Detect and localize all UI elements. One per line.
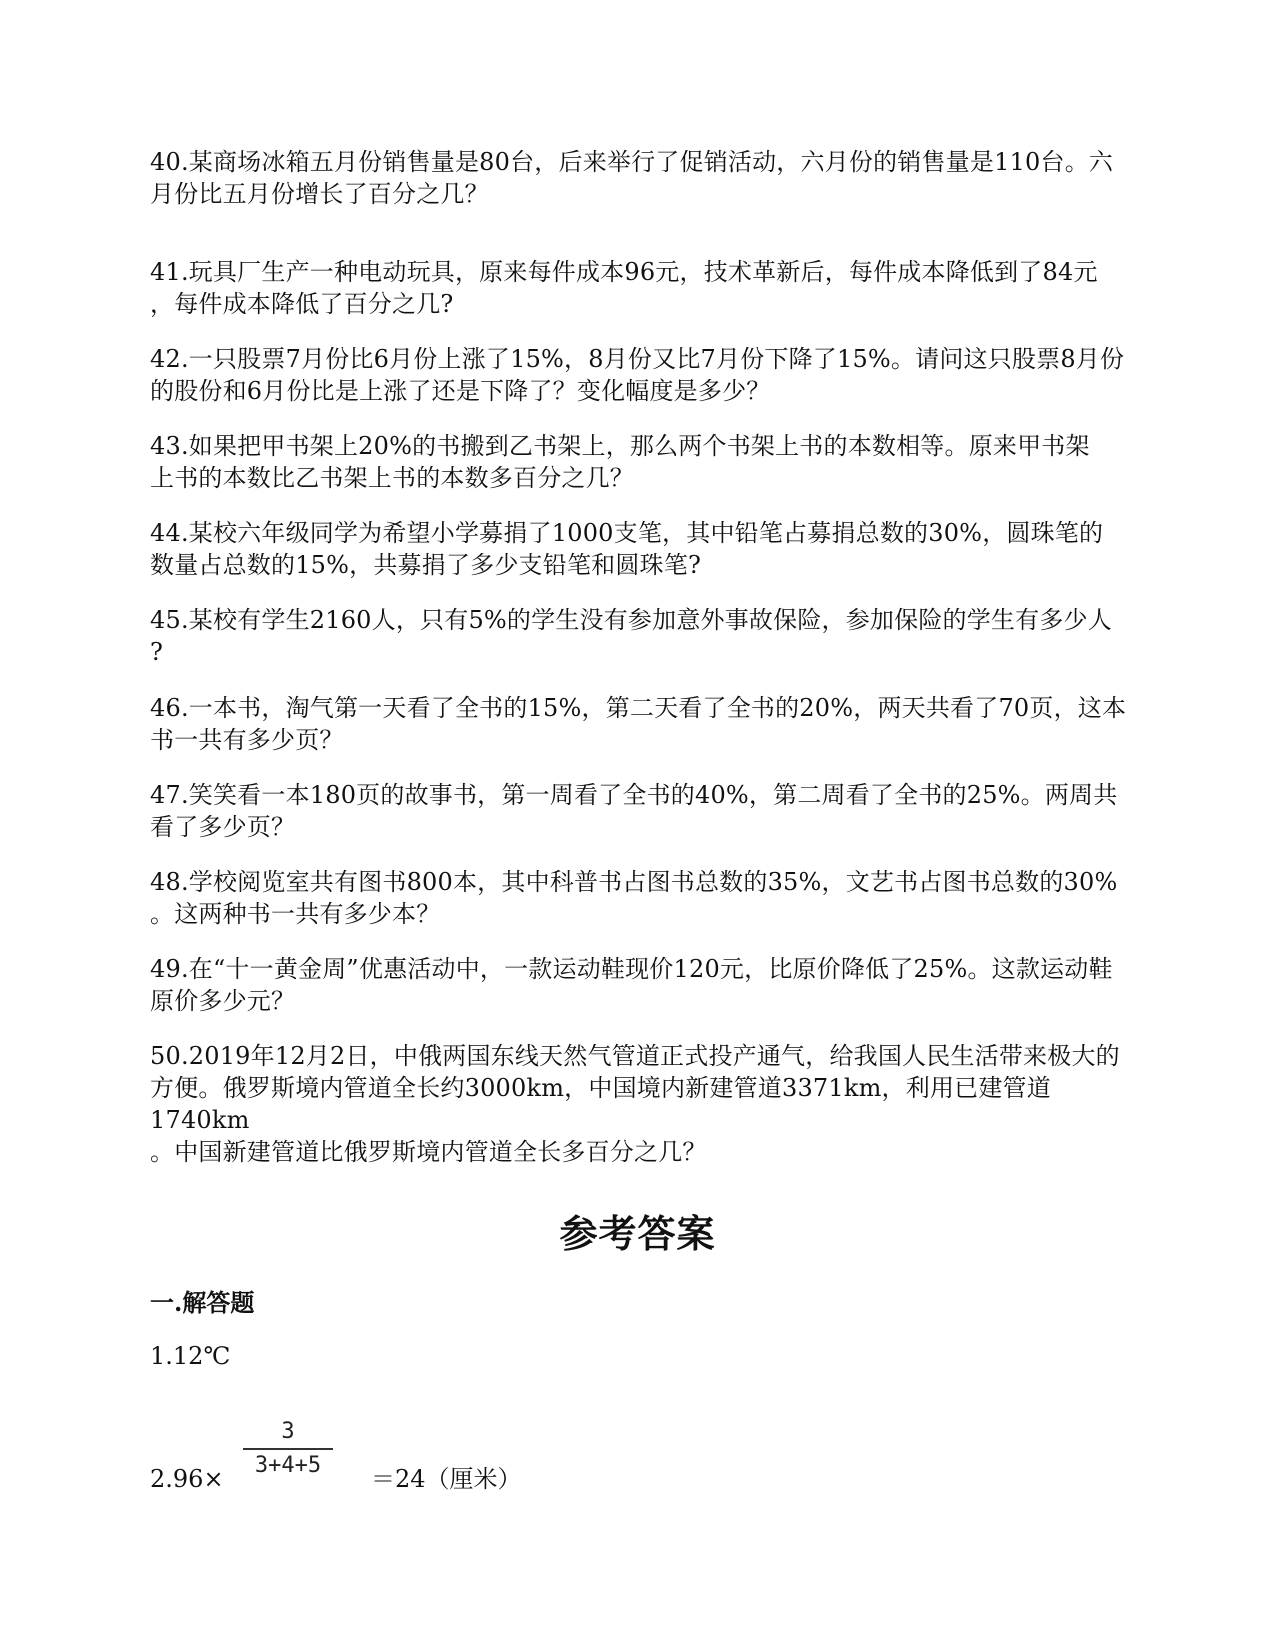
question-49-line-1: 49.在“十一黄金周”优惠活动中，一款运动鞋现价120元，比原价降低了25%。这款运动鞋 (150, 955, 1113, 983)
fraction-numerator: 3 (281, 1419, 295, 1444)
question-49 (150, 953, 1130, 1017)
question-49-line-2: 原价多少元？ (150, 987, 296, 1015)
answer-1: 1.12℃ (150, 1342, 231, 1370)
question-43-line-1: 43.如果把甲书架上20%的书搬到乙书架上，那么两个书架上书的本数相等。原来甲书架 (150, 432, 1090, 460)
question-45 (150, 604, 1130, 668)
fraction-bar (243, 1448, 333, 1450)
question-46-line-2: 书一共有多少页？ (150, 726, 344, 754)
answers-title: 参考答案 (559, 1211, 716, 1256)
question-44-line-2: 数量占总数的15%，共募捐了多少支铅笔和圆珠笔? (150, 551, 702, 579)
question-42-line-2: 的股份和6月份比是上涨了还是下降了？变化幅度是多少？ (150, 377, 771, 405)
question-41-line-2: ，每件成本降低了百分之几? (150, 290, 454, 318)
fraction-denominator: 3+4+5 (254, 1453, 322, 1478)
question-40-line-2: 月份比五月份增长了百分之几？ (150, 180, 489, 208)
question-40 (150, 146, 1130, 210)
question-50-line-2: 方便。俄罗斯境内管道全长约3000km，中国境内新建管道3371km，利用已建管道1740km (150, 1074, 1051, 1134)
question-41-line-1: 41.玩具厂生产一种电动玩具，原来每件成本96元，技术革新后，每件成本降低到了84元 (150, 258, 1098, 286)
question-42-line-1: 42.一只股票7月份比6月份上涨了15%，8月份又比7月份下降了15%。请问这只股票8月份 (150, 345, 1125, 373)
answer-2-prefix: 2.96× (150, 1465, 224, 1493)
question-43 (150, 430, 1130, 494)
question-47-line-2: 看了多少页？ (150, 813, 296, 841)
question-45-line-2: ? (150, 638, 164, 666)
section-title: 一.解答题 (150, 1288, 255, 1317)
question-43-line-2: 上书的本数比乙书架上书的本数多百分之几？ (150, 464, 634, 492)
question-44-line-1: 44.某校六年级同学为希望小学募捐了1000支笔，其中铅笔占募捐总数的30%，圆珠笔的 (150, 519, 1104, 547)
question-50-line-1: 50.2019年12月2日，中俄两国东线天然气管道正式投产通气，给我国人民生活带来极大的 (150, 1042, 1120, 1070)
question-48-line-1: 48.学校阅览室共有图书800本，其中科普书占图书总数的35%，文艺书占图书总数的30% (150, 868, 1118, 896)
question-48 (150, 866, 1130, 930)
question-42 (150, 343, 1130, 407)
question-50-line-3: 。中国新建管道比俄罗斯境内管道全长多百分之几？ (150, 1138, 707, 1166)
question-46-line-1: 46.一本书，淘气第一天看了全书的15%，第二天看了全书的20%，两天共看了70页，这本 (150, 694, 1127, 722)
answer-2-suffix: ＝24（厘米） (371, 1465, 522, 1493)
question-40-line-1: 40.某商场冰箱五月份销售量是80台，后来举行了促销活动，六月份的销售量是110台。六 (150, 148, 1114, 176)
question-48-line-2: 。这两种书一共有多少本？ (150, 900, 441, 928)
question-47-line-1: 47.笑笑看一本180页的故事书，第一周看了全书的40%，第二周看了全书的25%。两周共 (150, 781, 1118, 809)
question-50 (150, 1040, 1130, 1168)
question-46 (150, 692, 1130, 756)
question-45-line-1: 45.某校有学生2160人，只有5%的学生没有参加意外事故保险，参加保险的学生有多少人 (150, 606, 1112, 634)
question-47 (150, 779, 1130, 843)
question-41 (150, 256, 1130, 320)
question-44 (150, 517, 1130, 581)
answer-2-fraction (243, 1418, 333, 1480)
